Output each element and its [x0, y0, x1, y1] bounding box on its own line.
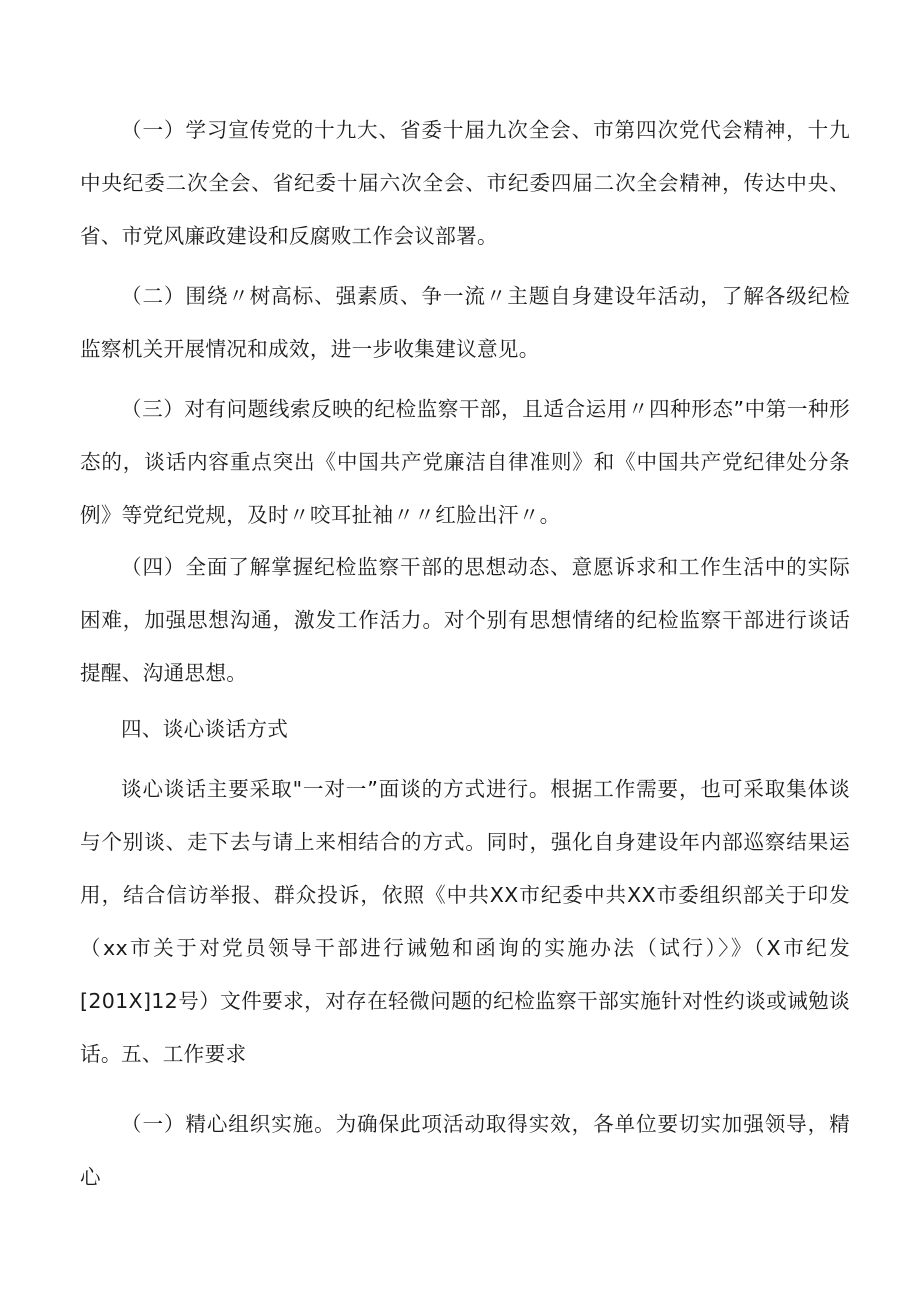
paragraph-talk-methods: 谈心谈话主要采取"一对一”面谈的方式进行。根据工作需要，也可采取集体谈与个别谈、走下去与请上来相结合的方式。同时，强化自身建设年内部巡察结果运用，结合信访举报、群众投诉，依照《中共XX市纪委中共XX市委组织部关于印发（xx市关于对党员领导干部进行诫勉和函询的实施办法（试行）〉》（X市纪发[201X]12号）文件要求，对存在轻微问题的纪检监察干部实施针对性约谈或诫勉谈话。	[80, 777, 850, 1066]
paragraph-understand-thoughts: （四）全面了解掌握纪检监察干部的思想动态、意愿诉求和工作生活中的实际困难，加强思想沟通，激发工作活力。对个别有思想情绪的纪检监察干部进行谈话提醒、沟通思想。	[80, 555, 850, 685]
heading-work-requirements: 五、工作要求	[121, 1042, 247, 1066]
paragraph-problem-clues: （三）对有问题线索反映的纪检监察干部，且适合运用〃四种形态”中第一种形态的，谈话内容重点突出《中国共产党廉洁自律准则》和《中国共产党纪律处分条例》等党纪党规，及时〃咬耳扯袖〃〃红脸出汗〃。	[80, 397, 850, 527]
paragraph-organize-implementation: （一）精心组织实施。为确保此项活动取得实效，各单位要切实加强领导，精心	[80, 1112, 850, 1189]
heading-talk-methods: 四、谈心谈话方式	[121, 717, 289, 741]
paragraph-study-propaganda: （一）学习宣传党的十九大、省委十届九次全会、市第四次党代会精神，十九中央纪委二次全会、省纪委十届六次全会、市纪委四届二次全会精神，传达中央、省、市党风廉政建设和反腐败工作会议部署。	[80, 118, 850, 248]
paragraph-theme-activity: （二）围绕〃树高标、强素质、争一流〃主题自身建设年活动，了解各级纪检监察机关开展情况和成效，进一步收集建议意见。	[80, 284, 850, 361]
